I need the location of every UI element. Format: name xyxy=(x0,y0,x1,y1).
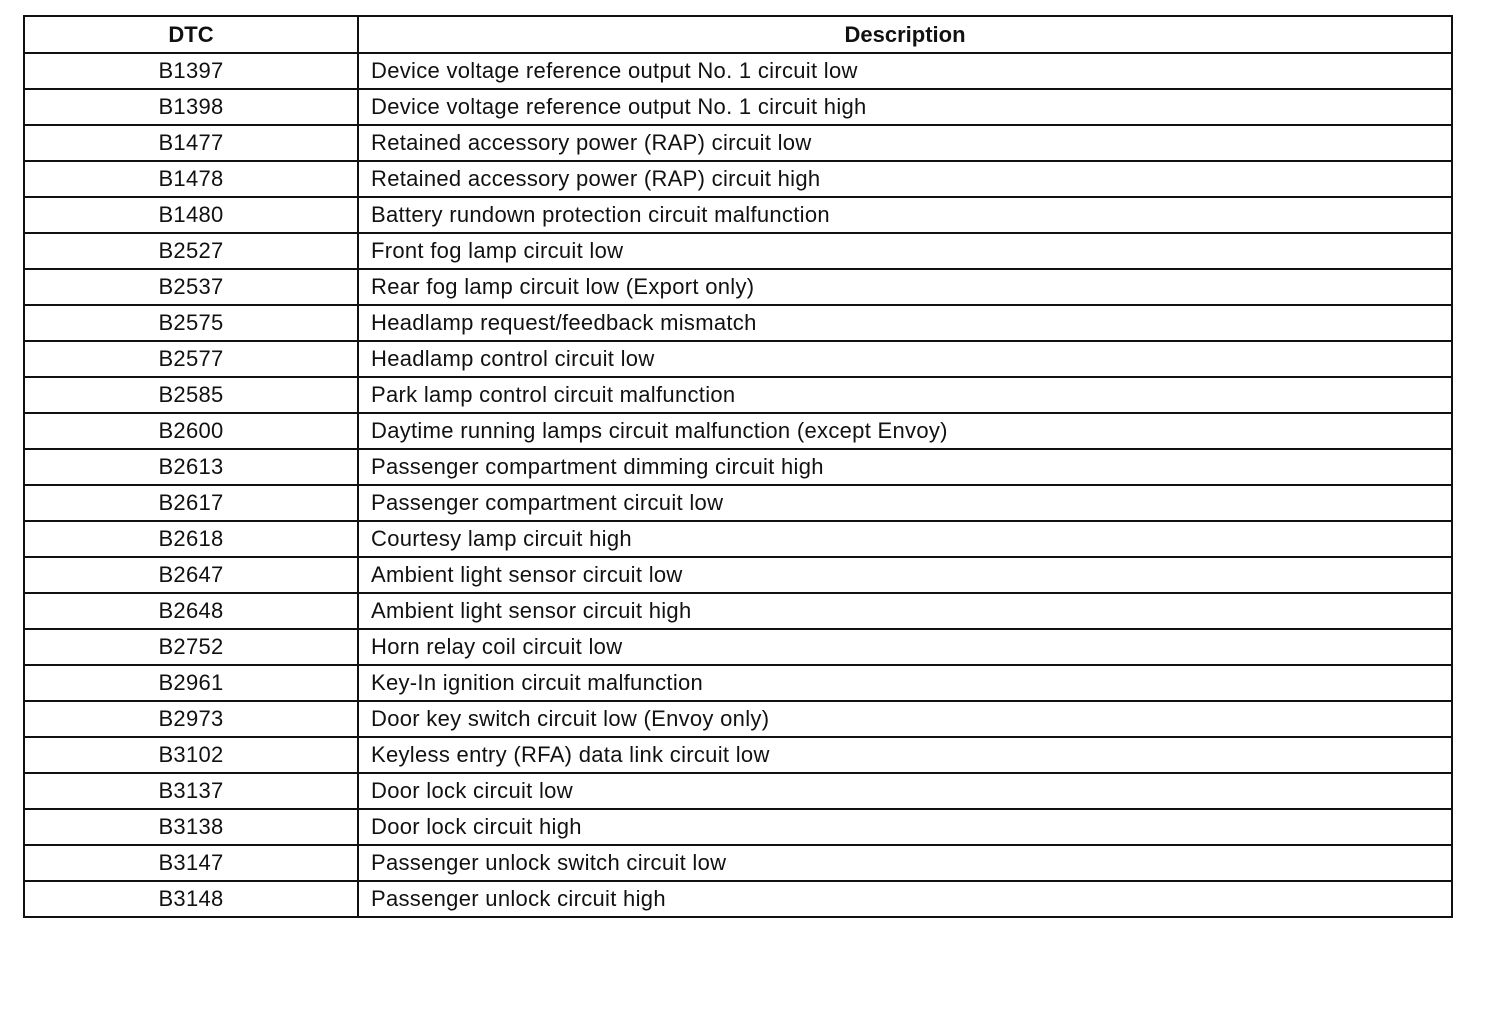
dtc-description-cell: Device voltage reference output No. 1 circuit high xyxy=(358,89,1452,125)
table-row xyxy=(24,269,1452,305)
dtc-description-cell: Device voltage reference output No. 1 circuit low xyxy=(358,53,1452,89)
dtc-description-cell: Passenger compartment circuit low xyxy=(358,485,1452,521)
dtc-code-cell: B3102 xyxy=(24,737,358,773)
dtc-code-cell: B1398 xyxy=(24,89,358,125)
table-row xyxy=(24,161,1452,197)
dtc-description-cell: Passenger unlock switch circuit low xyxy=(358,845,1452,881)
column-header-dtc: DTC xyxy=(24,16,358,53)
dtc-description-cell: Battery rundown protection circuit malfunction xyxy=(358,197,1452,233)
dtc-description-cell: Retained accessory power (RAP) circuit low xyxy=(358,125,1452,161)
table-row xyxy=(24,125,1452,161)
table-row xyxy=(24,665,1452,701)
dtc-description-cell: Headlamp request/feedback mismatch xyxy=(358,305,1452,341)
dtc-description-cell: Passenger unlock circuit high xyxy=(358,881,1452,917)
dtc-code-cell: B2648 xyxy=(24,593,358,629)
table-row xyxy=(24,377,1452,413)
dtc-code-cell: B3138 xyxy=(24,809,358,845)
dtc-code-cell: B2575 xyxy=(24,305,358,341)
table-row xyxy=(24,89,1452,125)
table-row xyxy=(24,449,1452,485)
table-row xyxy=(24,413,1452,449)
dtc-description-cell: Headlamp control circuit low xyxy=(358,341,1452,377)
dtc-code-cell: B2537 xyxy=(24,269,358,305)
dtc-code-cell: B2613 xyxy=(24,449,358,485)
dtc-description-cell: Door lock circuit low xyxy=(358,773,1452,809)
table-row xyxy=(24,233,1452,269)
table-row xyxy=(24,809,1452,845)
dtc-code-cell: B2961 xyxy=(24,665,358,701)
dtc-code-cell: B2618 xyxy=(24,521,358,557)
dtc-code-cell: B1480 xyxy=(24,197,358,233)
table-row xyxy=(24,845,1452,881)
dtc-description-cell: Park lamp control circuit malfunction xyxy=(358,377,1452,413)
dtc-description-cell: Front fog lamp circuit low xyxy=(358,233,1452,269)
dtc-table xyxy=(23,15,1453,918)
table-row xyxy=(24,593,1452,629)
table-row xyxy=(24,53,1452,89)
dtc-description-cell: Rear fog lamp circuit low (Export only) xyxy=(358,269,1452,305)
table-row xyxy=(24,521,1452,557)
dtc-description-cell: Courtesy lamp circuit high xyxy=(358,521,1452,557)
dtc-code-cell: B2577 xyxy=(24,341,358,377)
table-row xyxy=(24,197,1452,233)
dtc-code-cell: B2752 xyxy=(24,629,358,665)
dtc-code-cell: B1477 xyxy=(24,125,358,161)
table-row xyxy=(24,773,1452,809)
dtc-code-cell: B3147 xyxy=(24,845,358,881)
dtc-description-cell: Keyless entry (RFA) data link circuit low xyxy=(358,737,1452,773)
dtc-description-cell: Daytime running lamps circuit malfunction (except Envoy) xyxy=(358,413,1452,449)
table-row xyxy=(24,701,1452,737)
table-row xyxy=(24,629,1452,665)
dtc-code-cell: B2527 xyxy=(24,233,358,269)
dtc-code-cell: B2973 xyxy=(24,701,358,737)
table-row xyxy=(24,485,1452,521)
table-row xyxy=(24,557,1452,593)
table-row xyxy=(24,341,1452,377)
dtc-code-cell: B1478 xyxy=(24,161,358,197)
dtc-description-cell: Ambient light sensor circuit high xyxy=(358,593,1452,629)
table-row xyxy=(24,737,1452,773)
dtc-description-cell: Door lock circuit high xyxy=(358,809,1452,845)
dtc-description-cell: Retained accessory power (RAP) circuit high xyxy=(358,161,1452,197)
dtc-code-cell: B3148 xyxy=(24,881,358,917)
table-header-row xyxy=(24,16,1452,53)
dtc-description-cell: Passenger compartment dimming circuit high xyxy=(358,449,1452,485)
dtc-code-cell: B3137 xyxy=(24,773,358,809)
dtc-description-cell: Key-In ignition circuit malfunction xyxy=(358,665,1452,701)
dtc-code-cell: B2617 xyxy=(24,485,358,521)
dtc-code-cell: B2647 xyxy=(24,557,358,593)
table-row xyxy=(24,881,1452,917)
dtc-description-cell: Horn relay coil circuit low xyxy=(358,629,1452,665)
dtc-code-cell: B1397 xyxy=(24,53,358,89)
dtc-code-cell: B2585 xyxy=(24,377,358,413)
dtc-description-cell: Ambient light sensor circuit low xyxy=(358,557,1452,593)
dtc-description-cell: Door key switch circuit low (Envoy only) xyxy=(358,701,1452,737)
column-header-description: Description xyxy=(358,16,1452,53)
table-row xyxy=(24,305,1452,341)
dtc-code-cell: B2600 xyxy=(24,413,358,449)
